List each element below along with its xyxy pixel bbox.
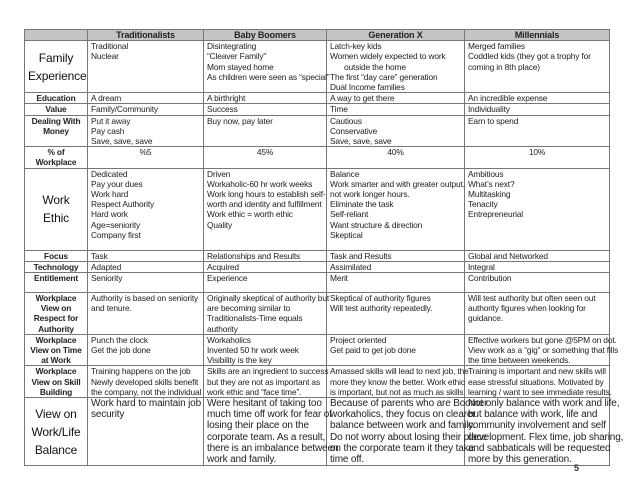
cell-line: but balance with work, life and (468, 409, 598, 421)
cell-generation-x (327, 273, 465, 293)
cell-baby-boomers (204, 250, 327, 261)
table-row (25, 115, 610, 147)
cell-baby-boomers (204, 261, 327, 272)
cell-line: Were hesitant of taking too (207, 398, 322, 410)
cell-line: Will test authority but often seen out (468, 293, 596, 304)
cell-line: Traditionalists-Time equals (207, 313, 303, 324)
cell-line: Adapted (91, 261, 122, 272)
cell-line: Family/Community (91, 104, 158, 115)
cell-line: A birthright (207, 93, 246, 104)
cell-millennials (465, 104, 610, 115)
cell-traditionalists (88, 104, 204, 115)
cell-line: An incredible expense (468, 93, 548, 104)
cell-line: balance between work and family. (330, 420, 476, 432)
cell-line: Will test authority repeatedly. (330, 303, 433, 314)
cell-line: Skeptical (330, 229, 363, 240)
header-corner (25, 30, 88, 41)
cell-generation-x (327, 93, 465, 104)
cell-line: 10% (528, 147, 546, 158)
cell-line: Punch the clock (91, 334, 148, 345)
table-row (25, 334, 610, 366)
cell-line: Merit (330, 273, 348, 284)
cell-millennials (465, 398, 624, 466)
cell-line: Hard work (91, 209, 128, 220)
cell-line: Training happens on the job (91, 366, 191, 377)
row-label: Workplace View on Skill Building (25, 366, 88, 398)
cell-line: workaholics, they focus on clearer (330, 409, 476, 421)
cell-line: and sabbaticals will be requested (468, 442, 611, 454)
table-row (25, 147, 610, 168)
cell-line: Individuality (468, 104, 510, 115)
cell-line: Relationships and Results (207, 250, 301, 261)
row-label: Family Experience (25, 41, 88, 93)
table-row (25, 93, 610, 104)
cell-line: are becoming similar to (207, 303, 291, 314)
cell-line: work and family. (207, 454, 277, 466)
cell-line: Time (330, 104, 348, 115)
cell-line: %5 (139, 147, 152, 158)
cell-generation-x (327, 147, 465, 168)
cell-line: Acquired (207, 261, 239, 272)
cell-line: Dedicated (91, 168, 128, 179)
cell-line: Company first (91, 229, 141, 240)
cell-line: Amassed skills will lead to next job, the (330, 366, 469, 377)
cell-line: the time between weekends. (468, 355, 571, 366)
row-label: Dealing With Money (25, 115, 88, 147)
cell-line: ease stressful situations. Motivated by (468, 376, 604, 387)
cell-line: Skills are an ingredient to success (207, 366, 329, 377)
generations-comparison-table (24, 29, 624, 466)
cell-traditionalists (88, 261, 204, 272)
cell-line: Age=seniority (91, 219, 141, 230)
cell-line: authority (207, 323, 238, 334)
cell-line: Contribution (468, 273, 512, 284)
cell-line: Merged families (468, 41, 525, 52)
cell-line: Balance (330, 168, 360, 179)
cell-line: outside the home (344, 61, 406, 72)
cell-baby-boomers (204, 93, 327, 104)
row-label: Technology (25, 261, 88, 272)
cell-line: development. Flex time, job sharing, (468, 431, 624, 443)
cell-line: Self-reliant (330, 209, 369, 220)
cell-line: Want structure & direction (330, 219, 423, 230)
cell-millennials (465, 261, 610, 272)
cell-traditionalists (88, 147, 204, 168)
cell-line: A dream (91, 93, 122, 104)
cell-millennials (465, 250, 610, 261)
cell-traditionalists (88, 93, 204, 104)
cell-line: Put it away (91, 115, 131, 126)
cell-line: Workaholics (207, 334, 251, 345)
cell-line: Driven (207, 168, 231, 179)
cell-line: Save, save, save (330, 136, 392, 147)
cell-line: Latch-key kids (330, 41, 382, 52)
cell-line: Traditional (91, 41, 129, 52)
cell-line: Not only balance with work and life, (468, 398, 620, 410)
cell-traditionalists (88, 366, 204, 398)
cell-generation-x (327, 41, 465, 93)
cell-line: corporate team. As a result, (207, 431, 326, 443)
table-row (25, 366, 610, 398)
cell-line: Workaholic-60 hr work weeks (207, 178, 313, 189)
cell-line: Originally skeptical of authority but (207, 293, 329, 304)
cell-line: time off. (330, 454, 365, 466)
cell-millennials (465, 147, 610, 168)
cell-line: Visibility is the key (207, 355, 272, 366)
cell-line: Work hard to maintain job (91, 398, 202, 410)
cell-generation-x (327, 366, 469, 398)
cell-baby-boomers (204, 334, 327, 366)
row-label: Focus (25, 250, 88, 261)
row-label: Workplace View on Time at Work (25, 334, 88, 366)
cell-line: Cautious (330, 115, 362, 126)
cell-line: Buy now, pay later (207, 115, 273, 126)
cell-line: learning / want to see immediate results. (468, 386, 612, 397)
cell-traditionalists (88, 168, 204, 250)
cell-traditionalists (88, 273, 204, 293)
cell-line: Authority is based on seniority (91, 293, 199, 304)
cell-millennials (465, 293, 610, 335)
cell-baby-boomers (204, 41, 330, 93)
cell-baby-boomers (204, 366, 327, 398)
cell-line: Pay your dues (91, 178, 143, 189)
header-baby-boomers: Baby Boomers (204, 30, 327, 41)
cell-generation-x (327, 261, 465, 272)
cell-line: Conservative (330, 125, 378, 136)
cell-traditionalists (88, 250, 204, 261)
cell-line: “Cleaver Family” (207, 51, 267, 62)
row-label: Entitlement (25, 273, 88, 293)
cell-line: Global and Networked (468, 250, 548, 261)
cell-line: but they are not as important as (207, 376, 320, 387)
cell-line: more they know the better. Work ethic (330, 376, 465, 387)
cell-generation-x (327, 293, 465, 335)
cell-line: Multitasking (468, 189, 511, 200)
cell-generation-x (327, 104, 465, 115)
cell-line: What’s next? (468, 178, 515, 189)
cell-line: Nuclear (91, 51, 119, 62)
cell-line: Work hard (91, 189, 129, 200)
cell-line: Save, save, save (91, 136, 153, 147)
cell-traditionalists (88, 334, 204, 366)
page-number: 5 (574, 463, 580, 473)
row-label: % of Workplace (25, 147, 88, 168)
cell-millennials (465, 366, 610, 398)
header-row (25, 30, 610, 41)
cell-line: is important, but not as much as skills (330, 386, 464, 397)
cell-millennials (465, 93, 610, 104)
cell-line: Work long hours to establish self- (207, 189, 326, 200)
table-row (25, 250, 610, 261)
cell-line: 45% (256, 147, 274, 158)
cell-line: Respect Authority (91, 199, 155, 210)
table-row (25, 293, 610, 335)
cell-line: Coddled kids (they got a trophy for (468, 51, 591, 62)
cell-millennials (465, 273, 610, 293)
header-millennials: Millennials (465, 30, 610, 41)
cell-line: more by this generation. (468, 454, 572, 466)
cell-line: Because of parents who are Boomer (330, 398, 488, 410)
cell-line: losing their place on the (207, 420, 309, 432)
cell-line: The first “day care” generation (330, 71, 438, 82)
cell-traditionalists (88, 41, 204, 93)
cell-line: Tenacity (468, 199, 498, 210)
row-label: Workplace View on Respect for Authority (25, 293, 88, 335)
cell-line: Ambitious (468, 168, 504, 179)
cell-generation-x (327, 398, 488, 466)
cell-line: not work longer hours. (330, 189, 410, 200)
cell-line: the company, not the individual (91, 386, 202, 397)
table-row (25, 41, 610, 93)
cell-line: Training is important and new skills will (468, 366, 606, 377)
table-row (25, 398, 610, 466)
cell-traditionalists (88, 115, 204, 147)
cell-line: Task and Results (330, 250, 392, 261)
cell-baby-boomers (204, 273, 327, 293)
cell-line: Do not worry about losing their place (330, 431, 487, 443)
cell-line: Effective workers but gone @5PM on dot. (468, 334, 617, 345)
cell-line: Earn to spend (468, 115, 519, 126)
cell-line: A way to get there (330, 93, 395, 104)
cell-line: Get the job done (91, 345, 151, 356)
row-label: Education (25, 93, 88, 104)
row-label: Work Ethic (25, 168, 88, 250)
cell-line: work ethic and “face time”. (207, 386, 302, 397)
cell-line: coming in 8th place) (468, 61, 540, 72)
cell-line: authority figures when looking for (468, 303, 586, 314)
cell-line: 40% (387, 147, 404, 158)
cell-baby-boomers (204, 115, 327, 147)
cell-line: Experience (207, 273, 248, 284)
table-row (25, 168, 610, 250)
cell-line: Success (207, 104, 238, 115)
cell-line: Pay cash (91, 125, 125, 136)
cell-line: Disintegrating (207, 41, 257, 52)
cell-line: community involvement and self (468, 420, 606, 432)
cell-generation-x (327, 115, 465, 147)
cell-baby-boomers (204, 398, 339, 466)
cell-line: Integral (468, 261, 495, 272)
cell-line: Eliminate the task (330, 199, 394, 210)
cell-line: there is an imbalance between (207, 442, 339, 454)
cell-baby-boomers (204, 147, 327, 168)
cell-baby-boomers (204, 168, 327, 250)
table-row (25, 273, 610, 293)
cell-generation-x (327, 168, 465, 250)
cell-line: Project oriented (330, 334, 387, 345)
cell-line: guidance. (468, 313, 503, 324)
cell-line: View work as a “gig” or something that fills (468, 345, 619, 356)
cell-line: Assimilated (330, 261, 372, 272)
cell-generation-x (327, 250, 465, 261)
table-body (25, 41, 624, 466)
cell-line: Task (91, 250, 108, 261)
header-traditionalists: Traditionalists (88, 30, 204, 41)
cell-line: Work ethic = worth ethic (207, 209, 293, 220)
header-generation-x: Generation X (327, 30, 465, 41)
cell-generation-x (327, 334, 465, 366)
cell-line: Work smarter and with greater output, (330, 178, 465, 189)
cell-line: Get paid to get job done (330, 345, 416, 356)
cell-traditionalists (88, 293, 204, 335)
row-label: Value (25, 104, 88, 115)
cell-baby-boomers (204, 104, 327, 115)
cell-line: Quality (207, 219, 233, 230)
cell-line: Invented 50 hr work week (207, 345, 299, 356)
cell-baby-boomers (204, 293, 327, 335)
cell-line: security (91, 409, 125, 421)
row-label: View on Work/Life Balance (25, 398, 88, 466)
table-row (25, 104, 610, 115)
cell-millennials (465, 115, 610, 147)
cell-line: Skeptical of authority figures (330, 293, 431, 304)
cell-line: Newly developed skills benefit (91, 376, 199, 387)
cell-millennials (465, 41, 610, 93)
cell-line: Women widely expected to work (330, 51, 446, 62)
table-row (25, 261, 610, 272)
cell-millennials (465, 334, 619, 366)
cell-line: Entrepreneurial (468, 209, 524, 220)
cell-line: much time off work for fear of (207, 409, 332, 421)
cell-line: Mom stayed home (207, 61, 274, 72)
cell-line: As children were seen as “special” (207, 71, 330, 82)
cell-traditionalists (88, 398, 204, 466)
cell-millennials (465, 168, 610, 250)
cell-line: Seniority (91, 273, 123, 284)
cell-line: worth and identity and fulfillment (207, 199, 322, 210)
cell-line: Dual Income families (330, 82, 405, 93)
cell-line: on the corporate team it they take (330, 442, 474, 454)
cell-line: and tenure. (91, 303, 132, 314)
